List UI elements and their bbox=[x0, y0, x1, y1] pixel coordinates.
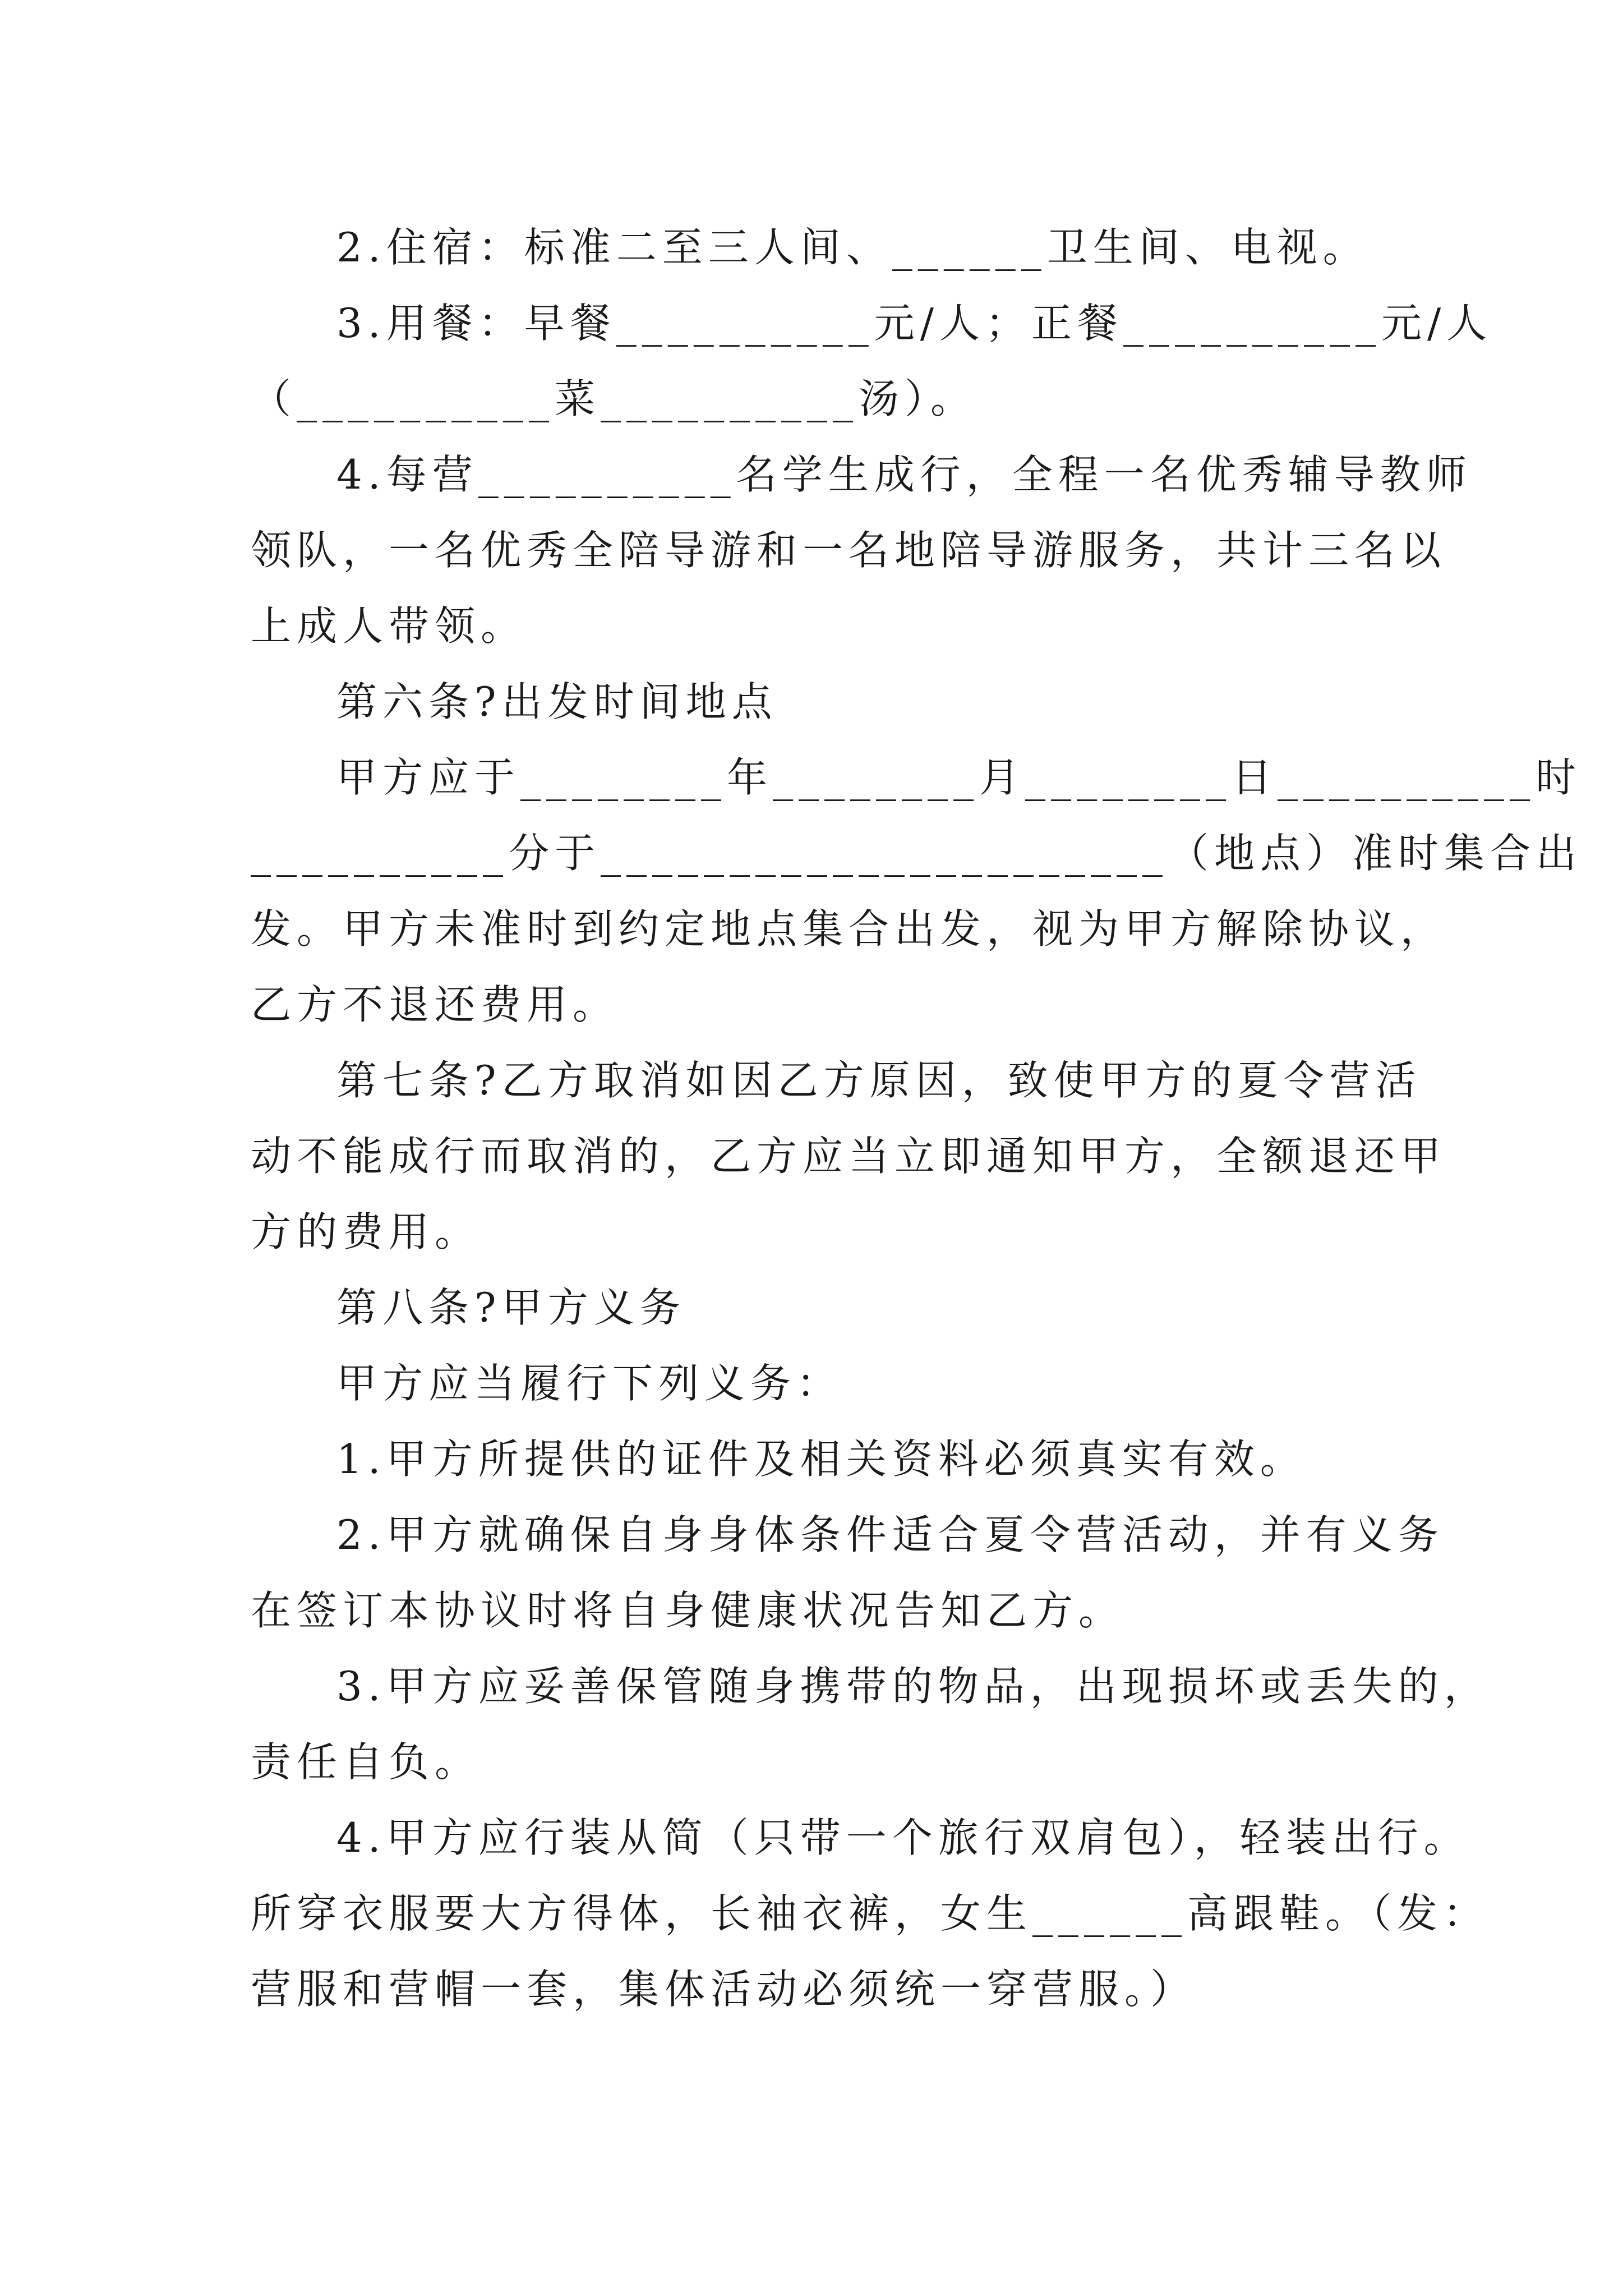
text-line: 甲方应当履行下列义务： bbox=[336, 1360, 843, 1407]
text-line: （__________菜__________汤）。 bbox=[251, 375, 977, 422]
text-line: 领队，一名优秀全陪导游和一名地陪导游服务，共计三名以 bbox=[251, 527, 1447, 574]
text-line: 3.用餐：早餐__________元/人；正餐__________元/人 bbox=[336, 300, 1493, 347]
text-line: __________分于______________________（地点）准时集合出 bbox=[251, 830, 1583, 877]
section-heading: 第六条?出发时间地点 bbox=[336, 678, 778, 725]
text-line: 发。甲方未准时到约定地点集合出发，视为甲方解除协议， bbox=[251, 905, 1447, 953]
text-line: 甲方应于________年________月________日__________时 bbox=[336, 754, 1581, 801]
text-line: 4.每营__________名学生成行，全程一名优秀辅导教师 bbox=[336, 451, 1472, 498]
text-line: 在签订本协议时将自身健康状况告知乙方。 bbox=[251, 1587, 1125, 1634]
section-heading: 第七条?乙方取消如因乙方原因，致使甲方的夏令营活 bbox=[336, 1057, 1422, 1104]
text-line: 方的费用。 bbox=[251, 1208, 481, 1255]
section-heading: 第八条?甲方义务 bbox=[336, 1284, 686, 1331]
text-line: 上成人带领。 bbox=[251, 602, 527, 650]
text-line: 4.甲方应行装从简（只带一个旅行双肩包），轻装出行。 bbox=[336, 1814, 1470, 1861]
text-line: 1.甲方所提供的证件及相关资料必须真实有效。 bbox=[336, 1435, 1306, 1483]
text-line: 营服和营帽一套，集体活动必须统一穿营服。） bbox=[251, 1966, 1197, 2013]
text-line: 乙方不退还费用。 bbox=[251, 981, 619, 1028]
text-line: 动不能成行而取消的，乙方应当立即通知甲方，全额退还甲 bbox=[251, 1133, 1447, 1180]
text-line: 3.甲方应妥善保管随身携带的物品，出现损坏或丢失的， bbox=[336, 1663, 1490, 1710]
text-line: 2.住宿：标准二至三人间、______卫生间、电视。 bbox=[336, 224, 1369, 271]
text-line: 所穿衣服要大方得体，长袖衣裤，女生______高跟鞋。（发： bbox=[251, 1890, 1490, 1937]
text-line: 2.甲方就确保自身身体条件适合夏令营活动，并有义务 bbox=[336, 1511, 1444, 1558]
text-line: 责任自负。 bbox=[251, 1738, 481, 1786]
